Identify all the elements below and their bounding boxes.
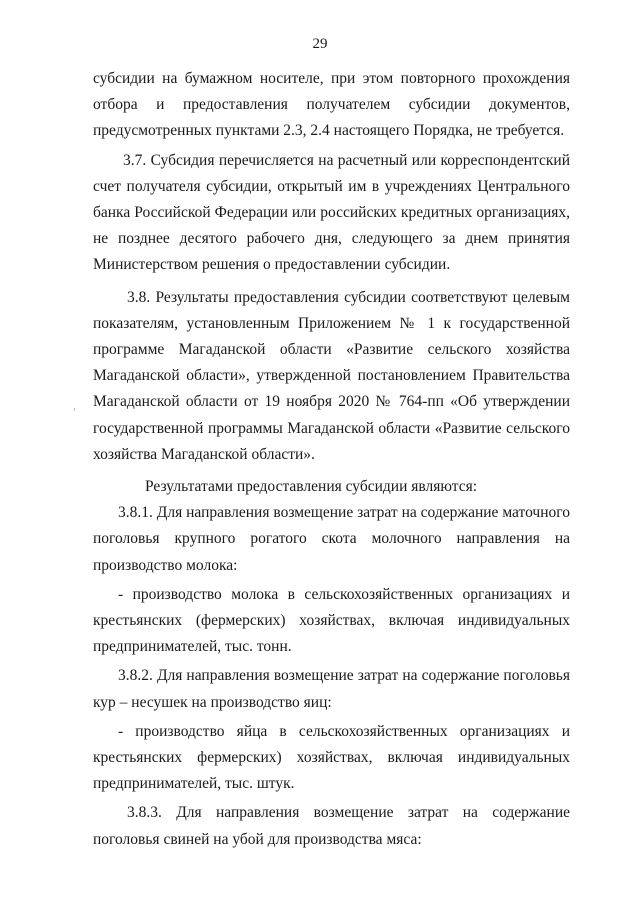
paragraph-3-8-3: 3.8.3. Для направления возмещение затрат на содержание поголовья свиней на убой для производства мяса: bbox=[93, 804, 570, 848]
paragraph-3-8-1: 3.8.1. Для направления возмещение затрат на содержание маточного поголовья крупного рогатого скота молочного направления на производство молока: bbox=[93, 504, 570, 574]
paragraph-3-8-2: 3.8.2. Для направления возмещение затрат на содержание поголовья кур – несушек на производство яиц: bbox=[93, 667, 570, 711]
paragraph-3-7: 3.7. Субсидия перечисляется на расчетный или корреспондентский счет получателя субсидии, открытый им в учреждениях Центрального банка Российской Федерации или российских кредитных организациях, не позднее десятого рабочего дня, следующего за днем принятия Министерством решения о предоставлении субсидии. bbox=[93, 151, 570, 274]
list-item-milk-production: - производство молока в сельскохозяйственных организациях и крестьянских (фермерских) хозяйствах, включая индивидуальных предпринимателей, тыс. тонн. bbox=[93, 585, 570, 656]
paragraph-continuation: субсидии на бумажном носителе, при этом повторного прохождения отбора и предоставления получателем субсидии документов, предусмотренных пунктами 2.3, 2.4 настоящего Порядка, не требуется. bbox=[93, 70, 570, 140]
page-number: 29 bbox=[312, 36, 328, 52]
paragraph-results-intro: Результатами предоставления субсидии являются: bbox=[145, 478, 478, 496]
margin-mark bbox=[74, 408, 75, 411]
document-body bbox=[93, 66, 570, 853]
paragraph-3-8: 3.8. Результаты предоставления субсидии соответствуют целевым показателям, установленным Приложением № 1 к государственной программе Магаданской области «Развитие сельского хозяйства Магаданской области», утвержденной постановлением Правительства Магаданской области от 19 ноября 2020 № 764-пп «Об утверждении государственной программы Магаданской области «Развитие сельского хозяйства Магаданской области». bbox=[93, 288, 570, 463]
list-item-egg-production: - производство яйца в сельскохозяйственных организациях и крестьянских фермерских) хозяйствах, включая индивидуальных предпринимателей, тыс. штук. bbox=[93, 722, 570, 793]
